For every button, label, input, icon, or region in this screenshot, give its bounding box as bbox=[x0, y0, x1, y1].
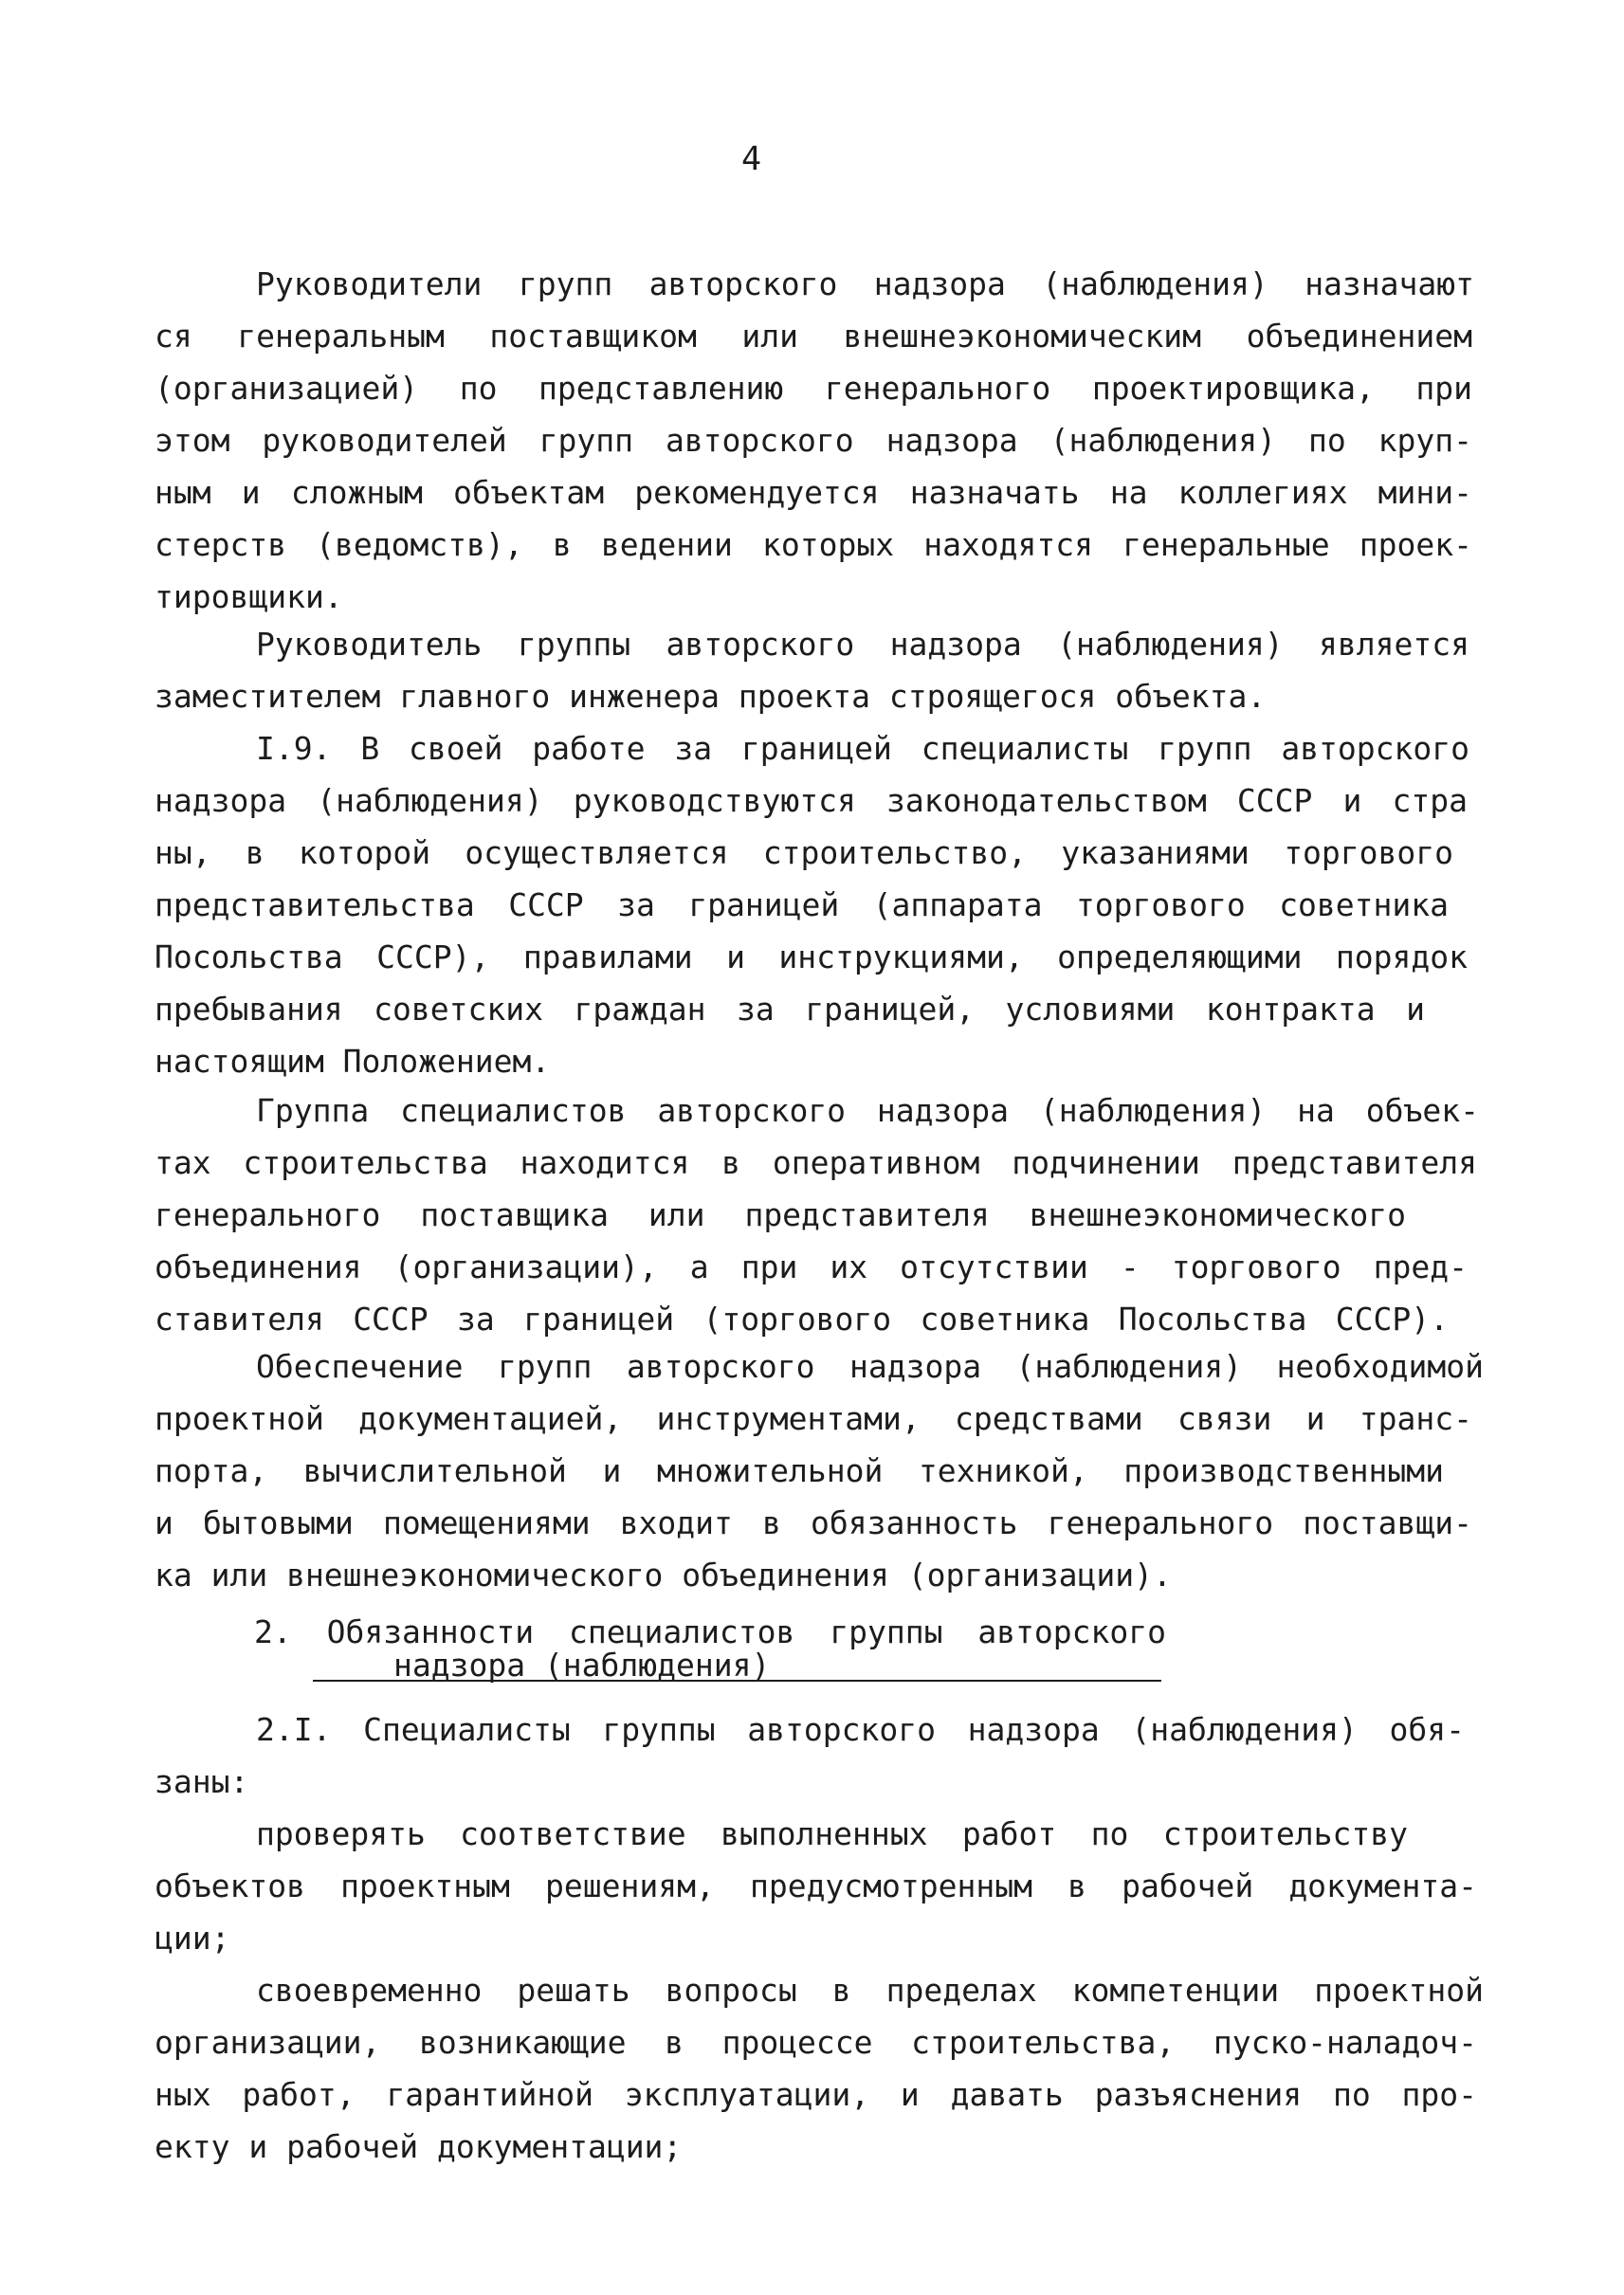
section-heading-line-1: 2. Обязанности специалистов группы авторского bbox=[254, 1613, 1166, 1650]
text-line: Посольства СССР), правилами и инструкциями, определяющими порядок bbox=[155, 938, 1468, 975]
text-line: этом руководителей групп авторского надзора (наблюдения) по круп- bbox=[155, 422, 1472, 459]
text-line: ка или внешнеэкономического объединения (организации). bbox=[155, 1557, 1172, 1594]
text-line: тировщики. bbox=[155, 578, 343, 615]
text-line: Руководители групп авторского надзора (наблюдения) назначают bbox=[256, 265, 1474, 302]
text-line: тах строительства находится в оперативном подчинении представителя bbox=[155, 1144, 1477, 1181]
text-line: и бытовыми помещениями входит в обязанность генерального поставщи- bbox=[155, 1504, 1472, 1541]
text-line: стерств (ведомств), в ведении которых находятся генеральные проек- bbox=[155, 526, 1472, 563]
text-line: представительства СССР за границей (аппарата торгового советника bbox=[155, 886, 1449, 923]
page-number: 4 bbox=[740, 140, 762, 178]
text-line: проверять соответствие выполненных работ по строительству bbox=[256, 1815, 1408, 1852]
text-line: объектов проектным решениям, предусмотренным в рабочей документа- bbox=[155, 1867, 1477, 1904]
text-line: заны: bbox=[155, 1763, 249, 1800]
text-line: ся генеральным поставщиком или внешнеэкономическим объединением bbox=[155, 318, 1472, 355]
text-line: генерального поставщика или представителя внешнеэкономического bbox=[155, 1196, 1406, 1233]
text-line: ставителя СССР за границей (торгового советника Посольства СССР). bbox=[155, 1301, 1449, 1338]
text-line: екту и рабочей документации; bbox=[155, 2128, 683, 2165]
section-heading-line-2: надзора (наблюдения) bbox=[393, 1647, 771, 1684]
text-line: организации, возникающие в процессе строительства, пуско-наладоч- bbox=[155, 2024, 1477, 2061]
text-line: Руководитель группы авторского надзора (наблюдения) является bbox=[256, 626, 1469, 663]
text-line: (организацией) по представлению генерального проектировщика, при bbox=[155, 370, 1472, 407]
text-line: надзора (наблюдения) руководствуются законодательством СССР и стра bbox=[155, 782, 1468, 819]
text-line: пребывания советских граждан за границей, условиями контракта и bbox=[155, 991, 1425, 1028]
text-line: проектной документацией, инструментами, средствами связи и транс- bbox=[155, 1400, 1472, 1437]
text-line: ции; bbox=[155, 1920, 230, 1957]
text-line: заместителем главного инженера проекта строящегося объекта. bbox=[155, 678, 1267, 715]
text-line: настоящим Положением. bbox=[155, 1043, 551, 1080]
text-line: ным и сложным объектам рекомендуется назначать на коллегиях мини- bbox=[155, 474, 1472, 511]
text-line: ных работ, гарантийной эксплуатации, и давать разъяснения по про- bbox=[155, 2076, 1477, 2113]
text-line: Группа специалистов авторского надзора (наблюдения) на объек- bbox=[256, 1092, 1479, 1129]
text-line: порта, вычислительной и множительной техникой, производственными bbox=[155, 1452, 1444, 1489]
text-line: I.9. В своей работе за границей специалисты групп авторского bbox=[256, 730, 1469, 767]
text-line: 2.I. Специалисты группы авторского надзора (наблюдения) обя- bbox=[256, 1711, 1465, 1748]
text-line: ны, в которой осуществляется строительство, указаниями торгового bbox=[155, 834, 1453, 871]
text-line: объединения (организации), а при их отсутствии - торгового пред- bbox=[155, 1248, 1468, 1285]
text-line: своевременно решать вопросы в пределах компетенции проектной bbox=[256, 1972, 1484, 2009]
heading-underline bbox=[313, 1680, 1161, 1682]
text-line: Обеспечение групп авторского надзора (наблюдения) необходимой bbox=[256, 1348, 1484, 1385]
